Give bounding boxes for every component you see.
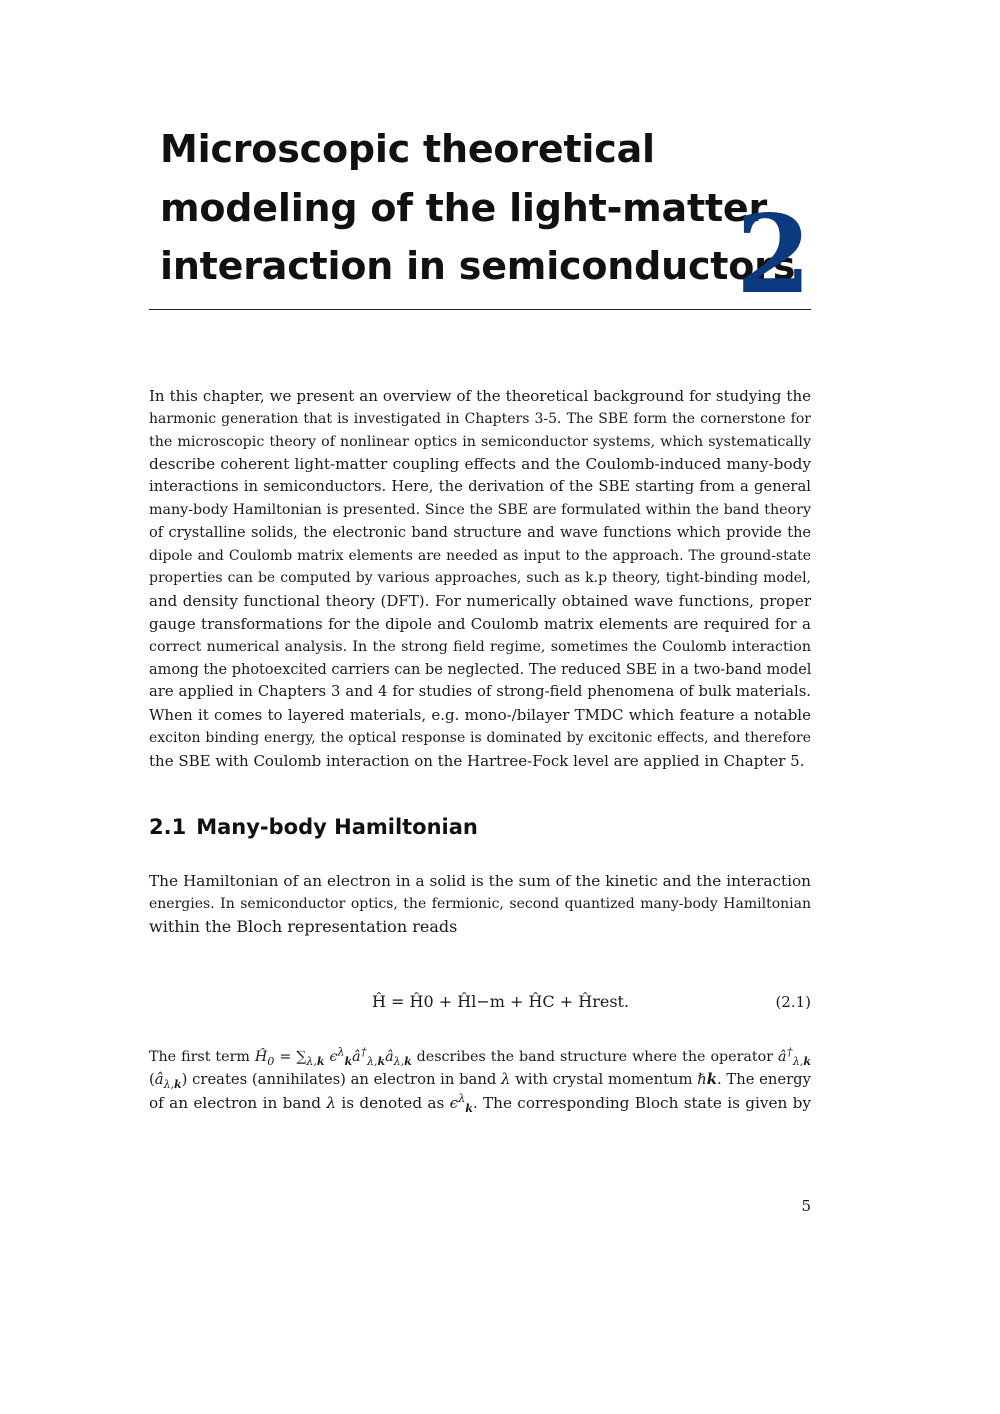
text-line [149,1092,811,1115]
text-line [149,1046,811,1069]
chapter-title-line: interaction in semiconductors [160,244,796,288]
math-inline: ℏk [697,1070,717,1088]
text-fragment: creates (annihilates) an electron in band [192,1070,497,1088]
text-line: are applied in Chapters 3 and 4 for studies of strong-field phenomena of bulk materials. [149,683,811,701]
text-fragment: of an electron in band [149,1093,322,1112]
chapter-number: 2 [736,192,812,318]
text-line: of crystalline solids, the electronic band structure and wave functions which provide the [149,524,811,541]
chapter-title-line: modeling of the light-matter [160,185,768,230]
text-line: gauge transformations for the dipole and Coulomb matrix elements are required for a [149,614,811,633]
intro-paragraph [149,385,811,773]
math-inline: $\epsilon^\lambda_k$ [449,1091,473,1115]
chapter-title-line: Microscopic theoretical [160,127,655,171]
text-fragment: is denoted as [341,1093,445,1112]
text-line: correct numerical analysis. In the strong field regime, sometimes the Coulomb interaction [149,638,811,655]
math-inline: $â^\dagger_{\lambda,k}$ [778,1045,811,1068]
text-line: the microscopic theory of nonlinear optics in semiconductor systems, which systematically [149,433,811,450]
text-line: exciton binding energy, the optical response is dominated by excitonic effects, and therefore [149,729,811,746]
math-inline: $Ĥ_0 = \sum_{\lambda,k}$ $\epsilon^\lambda_kâ^\dagger_{\lambda,k}â_{\lambda,k}$ [254,1045,412,1068]
equation-number: (2.1) [775,993,811,1011]
math-inline: λ [501,1070,511,1088]
text-line: interactions in semiconductors. Here, the derivation of the SBE starting from a general [149,478,811,496]
text-fragment: with crystal momentum [515,1070,693,1088]
text-fragment: . The corresponding Bloch state is given by [472,1093,812,1112]
chapter-title [160,120,796,296]
section-title: Many-body Hamiltonian [196,815,478,839]
math-inline: $â_{\lambda,k}$ [154,1070,182,1091]
text-line: within the Bloch representation reads [149,916,458,936]
text-line: many-body Hamiltonian is presented. Since the SBE are formulated within the band theory [149,501,811,518]
text-line: among the photoexcited carriers can be neglected. The reduced SBE in a two-band model [149,661,812,678]
text-line: energies. In semiconductor optics, the fermionic, second quantized many-body Hamiltonian [149,895,811,912]
text-line: describe coherent light-matter coupling effects and the Coulomb-induced many-body [149,455,811,474]
equation: Ĥ = Ĥ0 + Ĥl−m + ĤC + Ĥrest. [372,992,630,1011]
text-line: the SBE with Coulomb interaction on the Hartree-Fock level are applied in Chapter 5. [149,751,805,770]
text-line: The Hamiltonian of an electron in a solid is the sum of the kinetic and the interaction [149,872,811,890]
chapter-divider [149,309,811,310]
text-line: harmonic generation that is investigated in Chapters 3-5. The SBE form the cornerstone for [149,410,811,427]
text-line: $(â_{\lambda,k})$ creates (annihilates) an electron in band λ with crystal momentum ℏk. The energy [149,1070,811,1091]
text-line: When it comes to layered materials, e.g. mono-/bilayer TMDC which feature a notable [149,706,811,725]
text-line: In this chapter, we present an overview of the theoretical background for studying the [149,387,811,405]
section-heading [149,812,478,842]
text-line: and density functional theory (DFT). For numerically obtained wave functions, proper [149,592,811,611]
text-fragment: describes the band structure where the operator [416,1049,774,1065]
text-line: dipole and Coulomb matrix elements are needed as input to the approach. The ground-state [149,547,811,564]
math-inline: λ [326,1093,337,1112]
section-number: 2.1 [149,815,187,839]
page-number: 5 [801,1197,811,1215]
text-line: properties can be computed by various approaches, such as k.p theory, tight-binding model, [149,570,811,587]
text-fragment: The first term [149,1049,250,1065]
section-paragraph [149,870,811,938]
text-fragment: . The energy [716,1070,811,1088]
hamiltonian-paragraph [149,1046,811,1114]
